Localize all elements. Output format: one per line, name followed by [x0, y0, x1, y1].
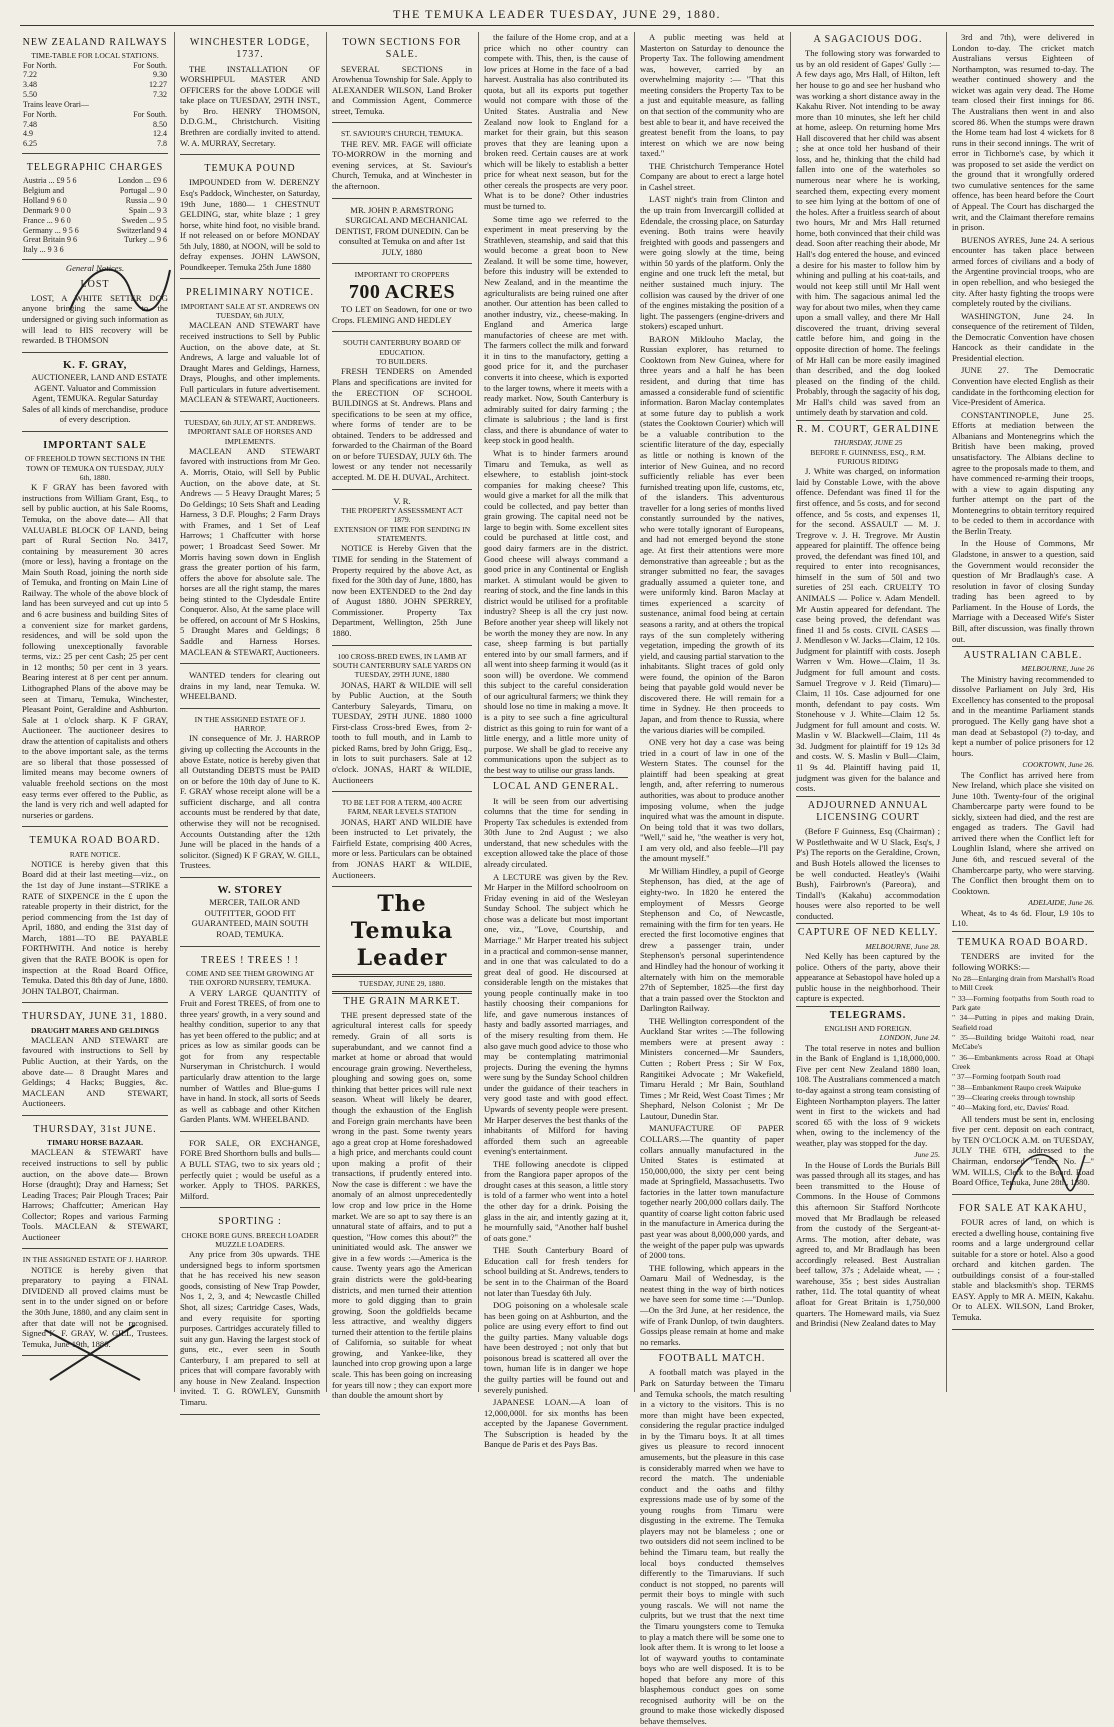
tender-item: " 35—Building bridge Waitohi road, near McCabe's [952, 1033, 1094, 1052]
ad-body: MACLEAN AND STEWART are favoured with instructions to Sell by Public Auction, at their Yards, on the above date— 8 Draught Mares and Geldings; 4 Hacks; Buggies, &c. MACLEAN AND STEWART, Auctioneers. [22, 1034, 168, 1109]
railway-row [22, 100, 168, 110]
column-rule [946, 32, 947, 1392]
section-title: R. M. COURT, GERALDINE [796, 420, 940, 436]
tender-item: " 40—Making ford, etc, Davies' Road. [952, 1103, 1070, 1113]
railway-row-cell: 8.50 [153, 119, 167, 129]
news-item: JAPANESE LOAN.—A loan of 12,000,000l. for six months has been accepted by the Japanese Government. The Subscription is headed by the Banque de Paris et des Pays Bas. [484, 1397, 628, 1450]
ad-title: IN THE ASSIGNED ESTATE OF J. HARROP. [22, 1255, 168, 1265]
ad-title: MR. JOHN P. ARMSTRONG [350, 204, 454, 215]
telegraph-row-cell: Russia ... 9 0 [125, 196, 167, 206]
road-board-rate-ad [22, 830, 168, 1003]
page-header: THE TEMUKA LEADER TUESDAY, JUNE 29, 1880. [20, 4, 1094, 26]
news-item: In the House of Lords the Burials Bill was passed through all its stages, and has been transmitted to the House of Commons. In the House of Commons this afternoon Sir Stafford Northcote moved that Mr Bradlaugh be released from the custody of the Sergeant-at-Arms. The motion, after debate, was agreed to, and Mr Bradlaugh has been accordingly released. Best Australian beef tallow, 37s ; Adelaide wheat, — ; warehouse, 35s ; best sides Australian rather, 11d. The total quantity of wheat afloat for Great Britain is 1,750,000 quarters. The Homeward mails, via Suez and Brindisi (New Zealand dates to May [796, 1159, 940, 1329]
news-item: THE following, which appears in the Oamaru Mail of Wednesday, is the neatest thing in the way of birth notices we have seen for some time :—"Dunlop.—On the 3rd June, at her residence, the wife of Frank Dunlop, of twin daughters. Gossips please remain at home and make no remarks. [640, 1262, 784, 1347]
railway-row-cell: 7.48 [23, 119, 37, 129]
ad-body: IMPOUNDED from W. DERENZY Esq's Paddock, Winchester, on Saturday, 19th June, 1880— 1 CHESTNUT GELDING, star, white blaze ; 1 grey horse, white hind foot, no visible brand. If not released on or before MONDAY 5th July, 1880, at NOON, will be sold to defray expenses. JOHN LAWSON, Poundkeeper. Temuka 25th June 1880 [180, 177, 320, 272]
ad-title: IN THE ASSIGNED ESTATE OF J. HARROP. [194, 714, 306, 734]
ad-title: TEMUKA ROAD BOARD. [29, 835, 161, 847]
ad-title: TOWN SECTIONS FOR SALE. [342, 37, 462, 61]
railway-row-cell: For South. [133, 109, 167, 119]
railway-row-cell: 4.9 [23, 129, 33, 139]
ad-body: WANTED tenders for clearing out drains in my land, near Temuka. W. WHEELBAND. [180, 670, 320, 702]
article-body: THE present depressed state of the agricultural interest calls for speedy remedy. Grain of all sorts is superabundant, and we cannot find a market at home or abroad that would encourage grain growing. Nevertheless, ploughing and sowing goes on, some thinking that better prices will rule next season. Wheat will likely be dearer, though the exhaustion of the English and Foreign grain merchants have been wrong in the past. Some twenty years ago a great crop at Home foreshadowed a high price, and merchants could count upon making a profit of their transactions, if prudently entered into. Now the case is different : we have the anomaly of an almost unprecedentedly low crop and low price in the Home market. We are so apt to say there is an unnatural state of affairs, and to put a question, "How comes this about?" the uninitiated would ask. The answer we give in a few words :—America is the cause. Twenty years ago the American grain districts were the gold-bearing districts, and men turned their attention more to gold digging than to grain growing. Soon the goldfields became less attractive, and wealthy diggers turned their attention to the fertile plains of California, so suitable for wheat growing, and Yankee-like, they launched into crop growing upon a large scale. This has been going on increasing for years till now ; they can export more than double the amount short by [332, 1009, 472, 1401]
news-item: LAST night's train from Clinton and the up train from Invercargill collided at Edendale, the crossing place, on Saturday evening. Both trains were heavily freighted with goods and passengers and were going slowly at the time, being within 50 yards of the platform. Only the engine and one truck left the metal, but neither sustained much injury. The collision was caused by the driver of one of the engines mistaking the position of a light. The passengers (engine-drivers and stokers) escaped unhurt. [640, 194, 784, 332]
assigned-estate-ad [22, 1252, 168, 1356]
dateline: COOKTOWN, June 26. [1022, 760, 1094, 770]
column-7 [952, 32, 1094, 1392]
news-item: ONE very hot day a case was being tried in a court of law in one of the Western States. The counsel for the plaintiff had been speaking at great length, and, after referring to numerous authorities, was about to produce another imposing volume, when the judge inquired what was the amount in dispute. On being told that it was two dollars, "Well," said he, "the weather is very hot, I am very old, and also feeble—I'll pay the amount myself." [640, 737, 784, 864]
ad-body: THE INSTALLATION OF WORSHIPFUL MASTER AND OFFICERS for the above LODGE will take place on TUESDAY, 29TH INST., by Bro. HENRY THOMSON, D.D.G.M., Christchurch. Visiting Brethren are cordially invited to attend. W. A. MURRAY, Secretary. [180, 63, 320, 148]
ad-date: THURSDAY, JUNE 31, 1880. [22, 1011, 168, 1023]
kakahu-sale-ad [952, 1198, 1094, 1330]
ad-body: FOUR acres of land, on which is erected a dwelling house, containing five rooms and a large underground cellar suitable for a store or hotel. Also a good orchard and kitchen garden. The outbuildings consist of a four-stalled stable and blacksmith's shop. TERMS EASY. Apply to MR A. MEIN, Kakahu. Or to ALEX. WILSON, Land Broker, Temuka. [952, 1216, 1094, 1323]
telegraph-row [22, 196, 168, 206]
ad-title: SPORTING : [218, 1216, 282, 1228]
telegraph-row-cell: Sweden ... 9 5 [121, 215, 167, 225]
tender-item: " 39—Clearing creeks through township [952, 1093, 1075, 1103]
article-body: A football match was played in the Park on Saturday between the Timaru and Temuka schools, the match resulting in a victory to the visitors. This is no more than might have been expected, considering the regular practice indulged in by the Timaru boys. It at all times gives us pleasure to record innocent amusements, but the pleasure in this case is considerably marred when we have to record the match. The undeniable conduct and the oaths and filthy expressions made use of by some of the young roughs from Timaru were disgusting in the extreme. The Temuka players may not be blameless ; one or two outsiders did not seem inclined to be behind the Timaru team, but really the local boys conducted themselves differently to the Timaruvians. If such conduct is not stopped, no parents will permit their boys to mingle with such young rascals. We will not name the culprits, but we trust that the next time the Timaru youngsters come to Temuka to play a match there will be some one to look after them. It is wrong to let loose a lot of wayward youths to contaminate boys who are well disposed. It is to be hoped that before any more of this blasphemous conduct goes on some recognised authority will be on the ground to make those wickedly disposed behave themselves. [640, 1367, 784, 1727]
railway-row [22, 110, 168, 120]
tender-item: " 34—Putting in pipes and making Drain, Seafield road [952, 1013, 1094, 1032]
column-rule [326, 32, 327, 1392]
ad-subtitle: TO BUILDERS. [376, 357, 428, 367]
tender-item: " 36—Embankments across Road at Ohapi Creek [952, 1052, 1094, 1072]
column-rule [478, 32, 479, 1392]
ad-title: IMPORTANT TO CROPPERS [354, 270, 450, 280]
sporting-ad [180, 1211, 320, 1414]
news-item: BUENOS AYRES, June 24. A serious encounter has taken place between armed forces of civilians and a body of the Argentine provincial troops, who are in open rebellion, and who besieged the city. After hasty fighting the troops were completely routed by the civilians. [952, 234, 1094, 309]
telegraph-row [22, 186, 168, 196]
railway-row-cell: 12.4 [153, 129, 167, 139]
railway-row [22, 120, 168, 130]
ad-body: Any price from 30s upwards. THE undersigned begs to inform sportsmen that he has received his new season goods, consisting of New Trap Powder, Nos 1, 2, 3, and 4; Newcastle Chilled Shot, all sizes; Cartridge Cases, Wads, and every requisite for sporting purposes. Cartridges accurately filled to suit any gun. Having the largest stock of guns, etc., ever seen in South Canterbury, I am prepared to sell at prices that will compare favorably with any house in New Zealand. Inspection invited. T. G. ROWLEY, Gunsmith Timaru. [180, 1249, 320, 1408]
court-report: J. White was charged, on information laid by Constable Lowe, with the above offence. Defendant was fined 1l for the first offence, and 5s costs, and for second offence, and 5s costs, and expenses 1l, for the second. ASSAULT — M. J. Tregrove v. J. H. Tregrove. Mr Austin appeared for plaintiff. The offence being proved, the defendant was fined 10l, and required to enter into recognisances, himself in the sum of 50l and two sureties of 25l each. CRUELTY TO ANIMALS — Police v. Adam Mendell. Mr Austin appeared for defendant. The case being proved, the defendant was fined 1l and 5s costs. CIVIL CASES — J. Mendleson v W. Jacks—Claim, 12 10s. Judgment for plaintiff with costs. Joseph Warren v Wm. Howe—Claim, 1l 3s. Judgment for full amount and costs. Samuel Tregrove v J. Reid (Timaru)—Claim, 1l 10s. Case adjourned for one month, defendant to pay costs. Wm Stonehouse v J. White—Claim 12 5s. Judgment for full amount and costs. W. Maslin v W. Blackwell—Claim, 11l 4s 3d. Judgment for plaintiff for 19 12s 3d and costs. W. S. Maslin v Bull—Claim, 1l 9s 4d. Plaintiff having paid 1l, judgment was given for the balance and costs. [796, 466, 940, 794]
news-item: DOG poisoning on a wholesale scale has been going on at Ashburton, and the police are using every effort to find out the guilty parties. Many valuable dogs have been destroyed ; not only that but poisonous bread is scattered all over the town, human life is in danger we hope the guilty parties will be found out and severely punished. [484, 1300, 628, 1395]
article-title: THE GRAIN MARKET. [343, 995, 461, 1007]
news-item: THE following anecdote is clipped from the Rangiora paper apropos of the drought cases at this season, a little story is told of a farmer who went into a hotel the other day for a drink. Poising the glass in the air, and intently gazing at it, he mournfully said, "Another half bushel of oats gone." [484, 1158, 628, 1243]
section-subtitle: TIME-TABLE FOR LOCAL STATIONS. [31, 51, 159, 61]
article-title: A SAGACIOUS DOG. [813, 34, 923, 45]
ad-body: NOTICE is hereby given that this Board did at their last meeting—viz., on the 1st day of June instant—STRIKE a RATE of SIXPENCE in the £ upon the rateable property in their district, for the period commencing from the 1st day of April, 1880, and ending the 31st day of March, 1881—TO BE PAYABLE FORTHWITH. And notice is hereby given that the RATE BOOK is open for inspection at the Road Board Office, Temuka. Dated this 8th day of June, 1880. JOHN TALBOT, Chairman. [22, 858, 168, 996]
ad-subtitle: IMPORTANT SALE OF HORSES AND IMPLEMENTS. [187, 427, 313, 446]
ad-body: AUCTIONEER, LAND AND ESTATE AGENT. Valuator and Commission Agent, TEMUKA. Regular Saturday Sales of all kinds of merchandise, produce of every description. [22, 372, 168, 425]
ad-title: WINCHESTER LODGE, 1737. [189, 37, 311, 61]
telegraph-row [22, 226, 168, 236]
court-bench: BEFORE F. GUINNESS, ESQ., R.M. [810, 447, 926, 457]
news-item: The total reserve in notes and bullion in the Bank of England is 1,18,000,000. Five per cent New Zealand 1880 loan, 108. The Australians commenced a match to-day against a strong team consisting of Eighteen Northampton players. The latter went in first to the wickets and had scored 65 with the loss of 9 wickets when, owing to the inclemency of the weather, play was stopped for the day. [796, 1042, 940, 1148]
telegraph-row-cell: France ... 9 6 0 [23, 215, 71, 225]
telegraph-row-cell: Great Britain 9 6 [23, 235, 77, 245]
telegraph-row-cell: Germany ... 9 5 6 [23, 225, 79, 235]
telegraph-row-cell: Portugal ... 9 0 [119, 186, 167, 196]
column-rule [634, 32, 635, 1392]
railway-row [22, 139, 168, 149]
lost-dog-ad [22, 274, 168, 353]
horses-implements-ad [180, 415, 320, 664]
dateline: MELBOURNE, June 28. [865, 941, 940, 951]
news-item: A public meeting was held at Masterton on Saturday to denounce the Property Tax. The following amendment was, however, carried by an overwhelming majority :— "That this meeting considers the Property Tax to be a just and equitable measure, as falling on that section of the community who are best able to bear it, and have received the greatest benefit from the loans, to pay interest on which we are now being taxed." [640, 32, 784, 159]
ad-body: LOST, A WHITE SETTER DOG anyone bringing the same to the undersigned or giving such information as will lead to HIS recovery will be rewarded. B THOMSON [22, 292, 168, 346]
news-item: JUNE 27. The Democratic Convention have elected English as their candidate in the forthcoming election for Vice-President of America. [952, 365, 1094, 408]
ad-subtitle: IMPORTANT SALE AT ST. ANDREWS ON TUESDAY, 6th JULY, [180, 301, 320, 321]
ad-body: A VERY LARGE QUANTITY of Fruit and Forest TREES, of from one to three years' growth, in a very sound and healthy condition, superior to any that has yet been offered to the public; and at prices as low as similar goods can be got for from any respectable Nurseryman in Christchurch. I would particularly draw attention to the large number of Wattles and Blue-gums I have in hand. In stock, all sorts of Seeds as well as cabbage and other Kitchen Garden Plants. WM. WHEELBAND. [180, 987, 320, 1125]
property-assessment-ad [332, 493, 472, 646]
ad-title: TEMUKA ROAD BOARD. [957, 936, 1089, 948]
important-sale-ad [22, 435, 168, 827]
column-3 [332, 32, 472, 1401]
ad-body: IN consequence of Mr. J. HARROP giving up collecting the Accounts in the above Estate, notice is hereby given that all Outstanding DEBTS must be PAID on or before the 10th day of June to K. F. GRAY whose receipt alone will be a sufficient discharge, and all contra accounts must be rendered by that date, otherwise they will not be recognised. Accounts Outstanding after the 12th June will be placed in the hands of a solicitor. (Signed) K F GRAY, W. GILL, Trustees. [180, 733, 320, 871]
railway-timetable [22, 32, 168, 154]
telegraph-charges [22, 157, 168, 260]
news-item: Wheat, 4s to 4s 6d. Flour, L9 10s to L10. [952, 907, 1094, 929]
ad-body: FRESH TENDERS on Amended Plans and specifications are invited for the ERECTION OF SCHOOL BUILDINGS at St. Andrews. Plans and specifications to be seen at my office, where forms of tender are to be obtained. Tenders to be addressed and forwarded to the Chairman of the Board on or before TUESDAY, JULY 6th. The lowest or any tender not necessarily accepted. M. DE H. DUVAL, Architect. [332, 366, 472, 483]
section-title: AUSTRALIAN CABLE. [952, 646, 1094, 662]
tender-item: " 33—Forming footpaths from South road to Park gate [952, 993, 1094, 1013]
article-body: What is to hinder farmers around Timaru and Temuka, as well as elsewhere, to establish joint-stock companies for making cheese? This would give a market for all the milk that could be collected, and pay better than grain growing. The capital need not be large to begin with. Some excellent sites could be purchased at little cost, and good dairy farmers are in the district. Good cheese will always command a good price in any Continental or English market. A stimulant would be given to rearing of stock, and the fine lands in this district would be utilised for a profitable industry? Sheep is all the cry just now. Before another year sheep will likely not be worth the money they are now. In any case, sheep farming is but partially entered into by our small farmers, and if all went into sheep farming it would (as it soon will) be overdone. We commend this subject to the careful consideration of our agricultural farmers; we think they should lose no time in making a move. It is a pity to see such a fine agricultural district as this going to ruin for want of a little energy, and a little more unity of purpose. We shall be glad to receive any communications upon the subject as to the best way to utilise our grass lands. [484, 447, 628, 775]
railway-row [22, 70, 168, 80]
railway-row-cell: 6.25 [23, 139, 37, 149]
column-5 [640, 32, 784, 1727]
ad-subtitle: COME AND SEE THEM GROWING AT THE OXFORD NURSERY, TEMUKA. [186, 968, 314, 988]
wanted-tenders-ad [180, 667, 320, 709]
column-1 [22, 32, 168, 1392]
section-title: FOOTBALL MATCH. [640, 1349, 784, 1365]
ad-body: SEVERAL SECTIONS in Arowhenua Township for Sale. Apply to ALEXANDER WILSON, Land Broker and Commission Agent, Commerce street, Temuka. [332, 63, 472, 116]
winchester-lodge-ad [180, 32, 320, 155]
news-item: WASHINGTON, June 24. In consequence of the retirement of Tilden, the Democratic Convention have chosen Hancock as their candidate in the Presidential election. [952, 310, 1094, 363]
telegraph-row [22, 216, 168, 226]
telegraph-row-cell: Denmark 9 0 0 [23, 205, 71, 215]
telegraph-table [22, 176, 168, 255]
news-item: In the House of Commons, Mr Gladstone, in answer to a question, said the Government would reconsider the question of Mr Bradlaugh's case. A resolution in favor of closing Sunday trading has been agreed to by Parliament. In the House of Lords, the Marriage with a Deceased Wife's Sister Bill, after discussion, was finally thrown out. [952, 538, 1094, 644]
railway-table [22, 61, 168, 149]
kf-gray-ad [22, 356, 168, 432]
ad-title: TO BE LET FOR A TERM, 400 ACRE FARM, NEAR LEVELS STATION [341, 798, 463, 817]
dateline: June 25. [914, 1150, 940, 1160]
tender-item: " 38—Embankment Raupo creek Waipuke [952, 1082, 1082, 1092]
dentist-ad [332, 202, 472, 265]
news-item: A LECTURE was given by the Rev. Mr Harper in the Milford schoolroom on Friday evening in aid of the Wesleyan Sunday School. The subject which he chose was a delicate but most important one, viz., "Love, Courtship, and Marriage." Mr Harper treated his subject in a practical and common-sense manner, and in one that was calculated to do a great deal of good. He discoursed at considerable length on the mistakes that young people continually make in too hastily choosing their companions for life, and gave numerous instances of hasty and badly assorted marriages, and of the misery resulting from them. He also gave much good advice to those who may be contemplating matrimonial projects. During the evening the hymns were sung by the Sunday School children under the guidance of their teachers in very good taste and with good effect. Upwards of seventy people were present. Mr Harper deserves the best thanks of the inhabitants of Milford for having afforded them such an agreeable evening's entertainment. [484, 871, 628, 1157]
ad-title: W. STOREY [217, 883, 283, 896]
case-heading: FURIOUS RIDING [837, 456, 899, 466]
ad-title: K. F. GRAY, [63, 358, 127, 371]
telegraph-row-cell: Switzerland 9 4 [116, 225, 167, 235]
telegraph-row [22, 235, 168, 245]
column-rule [790, 32, 791, 1392]
road-board-tenders-ad [952, 931, 1094, 1195]
railway-row-cell: 3.48 [23, 80, 37, 90]
section-title: CAPTURE OF NED KELLY. [796, 923, 940, 939]
ad-body: MERCER, TAILOR AND OUTFITTER, GOOD FIT GUARANTEED, MAIN SOUTH ROAD, TEMUKA. [191, 897, 309, 939]
ad-body: SURGICAL AND MECHANICAL DENTIST, FROM DUNEDIN. Can be consulted at Temuka on and after 1st JULY, 1880 [335, 215, 469, 257]
storey-ad [180, 881, 320, 947]
ad-body: FOR SALE, OR EXCHANGE, FORE Bred Shorthorn bulls and bulls—A BULL STAG, two to six years old ; perfectly quiet ; would be useful as a worker. Apply to THOS. PARKES, Milford. [180, 1137, 320, 1201]
section-title: LOCAL AND GENERAL. [484, 777, 628, 793]
railway-row-cell: Trains leave Orari— [23, 99, 89, 109]
telegraph-row-cell: Belgium and [23, 186, 65, 196]
harrop-estate-ad [180, 712, 320, 878]
croppers-ad [332, 267, 472, 332]
railway-row-cell: 5.50 [23, 90, 37, 100]
railway-row-cell [118, 100, 168, 110]
horse-bazaar-ad [22, 1119, 168, 1250]
news-item: The Ministry having recommended to dissolve Parliament on July 3rd, His Excellency has consented to the proposal and in the meantime Parliament stands prorogued. The Kelly gang have shot a man dead at Sebastopol (?) to-day, and kept a number of police prisoners for 12 hours. [952, 673, 1094, 758]
ad-body: MACLEAN AND STEWART have received instructions to Sell by Public Auction, on the above date, at St. Andrews, A large and valuable lot of Draught Mares and Geldings, Harness, Drays, Ploughs, and other implements. Full particulars in future advertisement. MACLEAN & STEWART, Auctioneers. [180, 320, 320, 405]
church-notice [332, 126, 472, 198]
telegraph-row-cell: Austria ... £9 5 6 [23, 176, 77, 186]
telegraph-row [22, 206, 168, 216]
town-sections-ad [332, 32, 472, 123]
ad-subtitle: OF FREEHOLD TOWN SECTIONS IN THE TOWN OF TEMUKA ON TUESDAY, JULY 6th, 1880. [24, 454, 166, 482]
tender-list [952, 974, 1094, 1113]
section-title: TELEGRAPHIC CHARGES [26, 162, 164, 174]
ad-subtitle: RATE NOTICE. [69, 849, 121, 859]
masthead: The Temuka Leader [350, 891, 454, 972]
article-body: The following story was forwarded to us by an old resident of Gapes' Gully :—A few days ago, Mrs Hall, of Hilton, left her house to go and see her husband who was working a short distance away in the Kakahu River. Not intending to be away more than 10 minutes, she left her child at home, asleep. On returning home Mrs Hall discovered that her child was absent ; she at once told her husband of their loss, and he, thinking that the child had fallen into one of the waterholes so numerous near where he is working, searched them, expecting every moment to see him lying at the bottom of one of the holes. After a fruitless search of about two hours, Mr and Mrs Hall returned home, both convinced that their child was dead. Soon after reaching their abode, Mr Hall's dog entered the house, and evinced a desire for his master to follow him by whining and pulling at his coat-tails, and would not keep still until Mr Hall went with him. The sagacious animal led the way for about two miles, when they came upon a small valley, and there Mr Hall discovered the truant, driving several cattle before him, and going in the opposite direction of home. The feelings of Mr Hall can be more easily imagined than described, and the dog looked pleased on the finding of the child. Probably, through the sagacity of his dog, Mr Hall's child was saved from an untimely death by starvation and cold. [796, 48, 940, 418]
news-item: It will be seen from our advertising columns that the time for sending in Property Tax schedules is extended from 30th June to 2nd August ; we also understand, that new schedules with the exception allowed take the place of those already circulated. [484, 795, 628, 870]
issue-date: TUESDAY, JUNE 29, 1880. [358, 979, 446, 989]
ad-body: MACLEAN & STEWART have received instructions to sell by public auction, on the above date— Brown Horse (draught); Dray and Harness; Set Leading Traces; Pair Plough Traces; Pair Harrows; Chaffcutter; American Hay Collector; Ropes and various Farming Tools. MACLEAN & STEWART, Auctioneer [22, 1147, 168, 1242]
dateline: ADELAIDE, June 26. [1028, 898, 1094, 908]
ad-headline: 700 ACRES [348, 280, 456, 303]
railway-row [22, 80, 168, 90]
ad-title: THE PROPERTY ASSESSMENT ACT 1879. [341, 506, 463, 525]
telegraph-row-cell: Turkey ... 9 6 [124, 235, 167, 245]
railway-row-cell: For North. [23, 109, 57, 119]
ad-title: TUESDAY, 6th JULY, AT ST. ANDREWS. [184, 417, 316, 427]
temuka-pound-ad [180, 158, 320, 279]
ad-subtitle: EXTENSION OF TIME FOR SENDING IN STATEMENTS. [333, 524, 471, 544]
news-item: THE South Canterbury Board of Education call for fresh tenders for school building at St. Andrews, tenders to be sent in to the Chairman of the Board not later than Tuesday 6th July. [484, 1245, 628, 1298]
section-subtitle: ENGLISH AND FOREIGN. [824, 1024, 912, 1034]
ad-date: THURSDAY, 31st JUNE. [33, 1123, 157, 1135]
ad-title: LOST [80, 278, 110, 290]
section-title: NEW ZEALAND RAILWAYS [22, 37, 168, 48]
railway-row-cell: For North. [23, 60, 57, 70]
royal-cipher: V. R. [393, 495, 411, 506]
telegraph-row [22, 245, 168, 255]
railway-row-cell: 7.32 [153, 90, 167, 100]
preliminary-notice-ad [180, 282, 320, 411]
ad-body: NOTICE is hereby given that preparatory to paying a FINAL DIVIDEND all proved claims must be sent in to the under signed on or before the 30th June, 1880, and any claim sent in after that date will not be recognised. Signed K. F. GRAY, W. GILL, Trustees. Temuka, June 19th, 1880. [22, 1264, 168, 1349]
telegraph-row-cell: London ... £9 6 [118, 176, 167, 186]
section-title: TELEGRAMS. [796, 1006, 940, 1022]
column-2 [180, 32, 320, 1408]
ad-body: TO LET on Seadown, for one or two Crops. FLEMING AND HEDLEY [332, 304, 472, 325]
court-report: (Before F Guinness, Esq (Chairman) ; W Postlethwaite and W U Slack, Esq's, J P's) The reports on the Geraldine, Crown, and Bush Hotels allowed the licenses to be well conducted. Heatley's (Waihi Bush), Fairbrown's (Pareora), and Tindall's (Kakahu) accommodation houses were also reported to be well conducted. [796, 826, 940, 921]
article-body: the failure of the Home crop, and at a price which no other country can compete with. This, then, is the cause of low prices at Home in the face of a bad harvest. Australia has also contributed its quota, but all its exports put together would not compare with those of the United States. Australia and New Zealand now look to England for a market for their grain, but this season proves that they are leaning upon a broken reed. Certain causes are at work which will be likely to establish a better price for wheat next season, but for the other cereals the prospects are very poor. What is to be done? Other industries must be turned to. [484, 32, 628, 211]
ad-subtitle: CHOKE BORE GUNS. BREECH LOADER MUZZLE LOADERS. [181, 1230, 319, 1249]
ad-body: JONAS, HART & WILDIE will sell by Public Auction, at the South Canterbury Saleyards, Timaru, on TUESDAY, 29TH JUNE. 1880 1000 First-class Cross-bred Ewes, from 2-tooth to full mouth, and in Lamb to picked Rams, bred by John Grigg, Esq., in lots to suit purchasers. Sale at 12 o'clock. JONAS, HART & WILDIE, Auctioneers [332, 679, 472, 785]
news-item: MANUFACTURE OF PAPER COLLARS.—The quantity of paper collars annually manufactured in the United States is estimated at 150,000,000, the sixty per cent being made at Springfield, Massachusetts. Two factories in the latter town manufacture together nearly 200,000 collars daily. The quantity of coarse light cotton fabric used in the manufacture in America during the past year was about 8,000,000 yards, and the weight of the paper pulp was upwards of 2000 tons. [640, 1123, 784, 1261]
section-title: ADJOURNED ANNUAL LICENSING COURT [796, 796, 940, 825]
column-4 [484, 32, 628, 1450]
dateline: THURSDAY, JUNE 25 [833, 438, 903, 448]
tender-item: No 28—Enlarging drain from Marshall's Road to Mill Creek [952, 974, 1094, 993]
ad-title: SOUTH CANTERBURY BOARD OF EDUCATION. [342, 338, 462, 357]
ad-title: PRELIMINARY NOTICE. [185, 287, 315, 299]
ad-intro: TENDERS are invited for the following WORKS:— [952, 951, 1094, 972]
railway-row [22, 129, 168, 139]
telegraph-row-cell: Holland 9 6 0 [23, 196, 67, 206]
railway-row-cell: 9.30 [153, 70, 167, 80]
ad-body: K F GRAY has been favored with instructions from William Grant, Esq., to sell by public auction, at his Sale Rooms, Temuka, on the above date— All that VALUABLE BLOCK OF LAND, being part of Rural Section No. 3417, containing by measurement 30 acres (more or less), having a frontage on the Main South Road, joining the north side of Temuka, and fronting on Main Line of Railway. The whole of the above block of land has been surveyed and cut up into 5 and 6 acre business and building Sites of a convenient size for market gardens, residences, and will be sold upon the following unexceptionally favorable terms, viz.: 25 per cent Cash; 25 per cent in 12 months; 50 per cent in 3 years. Bearing interest at 8 per cent per annum. Lithographed Plans of the above may be seen at Timaru, Temuka, Winchester, Pleasant Point, Geraldine and Ashburton. Sale at 1 o'clock sharp. K F GRAY, Auctioneer. The auctioneer desires to draw the attention of capitalists and others to the above important sale, as the terms are so liberal that those possessed of limited means may become owners of valuable freehold sections on the most easy terms ever offered to the Public, as the land is very rich and well adapted for nurseries or gardens. [22, 482, 168, 820]
railway-row [22, 90, 168, 100]
column-rule [174, 32, 175, 1392]
ad-title: DRAUGHT MARES AND GELDINGS [31, 1025, 159, 1035]
news-item: THE Wellington correspondent of the Auckland Star writes :—The following members were at present away : Ministers concerned—Mr Saunders, Cutten ; Robert Press ; Sir W Fox, Rangitikei Advocate ; Mr Wakefield, Timaru Herald ; Mr Bain, Southland Times ; Mr Reid, West Coast Times ; Mr Shephard, Nelson Colonist ; Mr De Lautour, Dunedin Star. [640, 1015, 784, 1121]
ad-body: NOTICE is Hereby Given that the TIME for sending in the Statement of Property required by the above Act, as fixed for the 30th day of June, 1880, has now been EXTENDED to the 2nd day of August 1880. JOHN SPERREY, Commissioner. Property Tax Department, Wellington, 25th June 1880. [332, 543, 472, 638]
ad-title: TEMUKA POUND [204, 163, 296, 175]
news-item: Mr William Hindley, a pupil of George Stephenson, has died, at the age of eighty-two. In 1820 he entered the employment of Messrs George Stephenson and Co, of Newcastle, remaining with the firm for ten years. He erected the first locomotive engines that drew a passenger train, under Stephenson's personal superintendence and Hindley had the honour of working it alternately with him on the memorable 27th of September, 1825—the first day that a train passed over the Stockton and Darlington Railway. [640, 865, 784, 1014]
ad-body: THE REV. MR. FAGE will officiate TO-MORROW in the morning and evening services, at St. Saviour's Church, Temuka, and at Winchester in the afternoon. [332, 138, 472, 191]
news-item: 3rd and 7th), were delivered in London to-day. The cricket match Australians versus Eighteen of Northampton, was resumed to-day. The weather continued showery and the wicket was again very dead. The Home team closed their first innings for 86. The Australians then went in and also scored 86. When the stumps were drawn the Home team had lost 4 wickets for 8 runs in their second innings. The writ of error in Tichborne's case, by which it was proposed to set aside the verdict on the ground that it wrongfully ordered two cumulative sentences for the same offence, has been heard before the Court of Appeal. The Court has discharged the writ, and the Claimant therefore remains in prison. [952, 32, 1094, 233]
section-title: General Notices. [65, 263, 125, 273]
ad-title: ST. SAVIOUR'S CHURCH, TEMUKA. [340, 129, 464, 139]
draught-mares-ad [22, 1006, 168, 1116]
railway-row-cell: 7.8 [157, 139, 167, 149]
news-item: BARON Miklouho Maclay, the Russian explorer, has returned to Cooktown from New Guinea, where for three years and a half he has been resident, and during that time has amassed a considerable fund of scientific information. Baron Maclay contemplates at some future day to publish a work (states the Cooktown Courier) which will be a valuable contribution to the scientific literature of the day, especially as little or nothing is known of the interior of New Guinea, and no record sufficiently reliable has ever been furnished treating upon life, customs, etc, of the islanders. This adventurous traveller for a long series of months lived constantly surrounded by the natives, who were totally ignorant of Europeans, and had not emerged beyond the stone age. At first their attentions were more demonstrative than agreeable ; but as the stranger submitted no fear, the savages gradually assumed a quieter tone, and were uniformly kind. Baron Maclay at times experienced a scarcity of sustenance, animal food being at certain seasons a rarity, and at others the tropical rays of the sun completely withering vegetation, impeding the growth of its yield, and causing partial starvation to the inhabitants. Slight traces of gold only were found, the opinion of the Baron being that payable gold would never be discovered there. He will remain for a time in Sydney. He then proceeds to Japan, and from thence to Russia, where the various diaries will be compiled. [640, 333, 784, 735]
ad-title: FOR SALE AT KAKAHU, [958, 1202, 1088, 1214]
ad-title: TIMARU HORSE BAZAAR. [47, 1138, 143, 1148]
telegraph-row-cell: Spain ... 9 3 [128, 205, 167, 215]
farm-to-let-ad [332, 795, 472, 887]
masthead-rule [332, 974, 472, 977]
railway-row-cell: For South. [133, 60, 167, 70]
column-6 [796, 32, 940, 1392]
ad-title: 100 CROSS-BRED EWES, IN LAMB AT SOUTH CANTERBURY SALE YARDS ON TUESDAY, 29TH JUNE, 1880 [332, 651, 472, 680]
telegraph-row-cell: Italy ... 9 3 6 [23, 245, 64, 255]
railway-row-cell: 7.22 [23, 70, 37, 80]
ad-body: All tenders must be sent in, enclosing five per cent. deposit on each contract, by TEN O'CLOCK A.M. on TUESDAY, JULY THE 6TH, addressed to the Chairman, endorsed "Tender No. —" WM. WILLS, Clerk to the Board. Road Board Office, Temuka, June 28th, 1880. [952, 1113, 1094, 1188]
for-sale-bull-ad [180, 1135, 320, 1208]
railway-row-cell: 12.27 [149, 80, 167, 90]
railway-row [22, 61, 168, 71]
article-body: Some time ago we referred to the experiment in meat preserving by the Strathleven, steamship, and said that this would become a great boon to New Zealand. It will be some time, however, before this industry will be extended to New Zealand, and in the meantime the agriculturalists are being ruined one after another. Our attention has been called to another industry, viz., cheese-making. In England and America large manufactories of cheese are met with. The farmers collect the milk and forward it in tins to the manufactory, getting a good price for it, and the purchaser converts it into cheese, which is exported to the larger towns, where it meets with a ready market. Now, South Canterbury is admirably suited for dairy farming ; the climate is salubrious ; the land is first class, and there is abundance of water to keep stock in good health. [484, 213, 628, 446]
news-item: CONSTANTINOPLE, June 25. Efforts at mediation between the Albanians and Montenegrins which the British have been making, proved unsatisfactory. The Albians decline to agree to the proposals made to them, and have commenced re-arming their troops, with a view to again disputing any further attempt on the part of the Montenegrins to obtain territory required to be ceded to them in accordance with the Berlin Treaty. [952, 409, 1094, 536]
telegraph-row [22, 176, 168, 186]
ad-body: JONAS, HART AND WILDIE have been instructed to Let privately, the Fairfield Estate, comprising 400 Acres, more or less. Particulars can be obtained from JONAS HART & WILDIE, Auctioneers. [332, 816, 472, 880]
tender-item: " 37—Forming footpath South road [952, 1072, 1061, 1082]
ad-title: TREES ! TREES ! ! [201, 954, 299, 966]
board-education-ad [332, 335, 472, 489]
news-item: Ned Kelly has been captured by the police. Others of the party, above their appearance at Sebastopol have holed up a public house in the neighborhood. Their capture is expected. [796, 950, 940, 1004]
dateline: LONDON, June 24. [879, 1033, 940, 1043]
news-item: THE Christchurch Temperance Hotel Company are about to erect a large hotel in Cashel street. [640, 160, 784, 192]
telegraph-row-cell [99, 245, 168, 255]
news-item: The Conflict has arrived here from New Ireland, which place she visited on June 10th. Twenty-four of the original Chambercarpe party were found to be sickly, sixteen had died, and the rest are engaged as traders. The Gavil had arrived there when the Conflict left for Loughlin Island, where she arrived on June 6th, and rescued several of the Chambercarpe party, who were starving. The Conflict then brought them on to Cooktown. [952, 769, 1094, 896]
masthead-rule [332, 991, 472, 994]
dateline: MELBOURNE, June 26 [1021, 664, 1094, 674]
ewes-sale-ad [332, 649, 472, 793]
ad-body: MACLEAN AND STEWART favored with instructions from Mr Geo. A. Morris, Otaio, will Sell by Public Auction, on the above date, at St. Andrews — 5 Heavy Draught Mares; 5 Do Geldings; 10 Sets Shaft and Leading Harness, 3 D.F. Ploughs; 2 Farm Drays with Frames, and 1 Set of Leaf Harrows; 1 Chaffcutter with horse power; 1 Broadcast Seed Sower. Mr Morris having sown down in English grass the greater portion of his farm, offers the above for absolute sale. The horses are all the right stamp, the mares being stinted to the Clydesdale Entire Conqueror. Also, At the same place will be offered, on account of Mr S Hoskins, 5 Draught Mares and Geldings; 8 Saddle and Harness Horses. MACLEAN & STEWART, Auctioneers. [180, 445, 320, 657]
ad-title: IMPORTANT SALE [43, 440, 147, 451]
trees-ad [180, 950, 320, 1132]
